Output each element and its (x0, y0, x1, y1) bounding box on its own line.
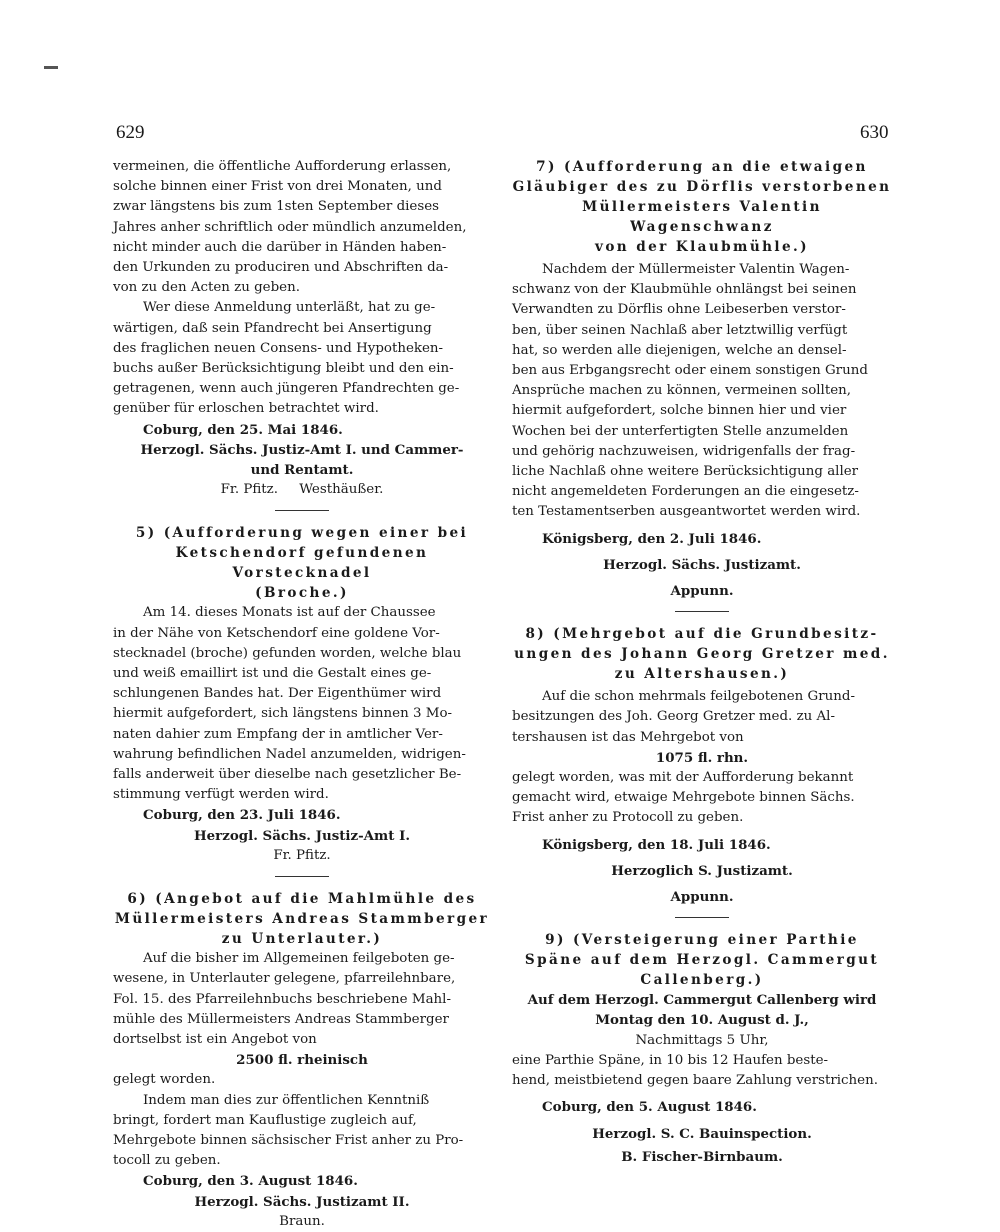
notice-heading: Müllermeisters Andreas Stammberger (114, 911, 490, 928)
page-number-right: 630 (860, 122, 889, 143)
auction-date: Montag den 10. August d. J., (595, 1012, 809, 1029)
section-divider (675, 917, 729, 918)
signature-date: Königsberg, den 18. Juli 1846. (542, 836, 771, 853)
section-divider (275, 510, 329, 511)
notice-heading: 6) (Angebot auf die Mahlmühle des (127, 891, 477, 908)
signature-officer: Appunn. (670, 583, 734, 600)
notice-8 (512, 624, 892, 907)
text-line: eine Parthie Späne, in 10 bis 12 Haufen beste- (512, 1052, 829, 1068)
signature-office: Herzogl. Sächs. Justizamt II. (194, 1193, 410, 1210)
text-line: Am 14. dieses Monats ist auf der Chaussee (143, 605, 436, 621)
notice-heading: 9) (Versteigerung einer Parthie (545, 932, 859, 949)
text-line: Fol. 15. des Pfarreilehnbuchs beschriebene Mahl- (113, 991, 451, 1007)
notice-heading: Späne auf dem Herzogl. Cammergut (524, 952, 880, 969)
signature-date: Coburg, den 3. August 1846. (143, 1173, 358, 1190)
text-line: Verwandten zu Dörflis ohne Leibeserben verstor- (512, 302, 846, 318)
left-column (113, 157, 491, 1232)
signature-office: Herzoglich S. Justizamt. (611, 862, 793, 879)
text-line: vermeinen, die öffentliche Aufforderung erlassen, (113, 159, 452, 174)
text-line: wärtigen, daß sein Pfandrecht bei Ansertigung (113, 320, 432, 336)
text-line: wesene, in Unterlauter gelegene, pfarreilehnbare, (113, 971, 456, 987)
text-line: Nachdem der Müllermeister Valentin Wagen- (542, 262, 850, 277)
text-line: falls anderweit über dieselbe nach gesetzlicher Be- (113, 767, 462, 783)
text-line: mühle des Müllermeisters Andreas Stammberger (113, 1011, 449, 1027)
text-line: Mehrgebote binnen sächsischer Frist anher zu Pro- (113, 1132, 464, 1148)
notice-heading: Gläubiger des zu Dörflis verstorbenen (512, 179, 892, 195)
text-line: schlungenen Bandes hat. Der Eigenthümer wird (113, 686, 442, 702)
offer-amount: 2500 fl. rheinisch (236, 1052, 368, 1069)
auction-time: Nachmittags 5 Uhr, (635, 1032, 769, 1048)
warning-paragraph (113, 298, 491, 419)
signature-date: Königsberg, den 2. Juli 1846. (542, 530, 762, 547)
text-line: hiermit aufgefordert, sich längstens binnen 3 Mo- (113, 706, 453, 722)
auction-line: Auf dem Herzogl. Cammergut Callenberg wird (527, 992, 877, 1009)
text-line: und weiß emaillirt ist und die Gestalt eines ge- (113, 666, 432, 682)
notice-heading: Ketschendorf gefundenen Vorstecknadel (175, 545, 429, 582)
text-line: besitzungen des Joh. Georg Gretzer med. zu Al- (512, 709, 835, 725)
text-line: in der Nähe von Ketschendorf eine goldene Vor- (113, 625, 440, 641)
signature-date: Coburg, den 25. Mai 1846. (143, 421, 343, 438)
text-line: Auf die schon mehrmals feilgebotenen Grund- (542, 689, 855, 705)
notice-heading: 8) (Mehrgebot auf die Grundbesitz- (525, 626, 879, 643)
text-line: genüber für erloschen betrachtet wird. (113, 401, 379, 417)
text-line: getragenen, wenn auch jüngeren Pfandrechten ge- (113, 381, 460, 397)
signature-office: Herzogl. Sächs. Justiz-Amt I. (193, 827, 410, 844)
text-line: Indem man dies zur öffentlichen Kenntniß (143, 1092, 430, 1108)
notice-heading: 7) (Aufforderung an die etwaigen (536, 159, 868, 175)
text-line: naten dahier zum Empfang der in amtlicher Ver- (113, 726, 443, 742)
text-line: zwar längstens bis zum 1sten September dieses (113, 199, 440, 215)
signature-office: und Rentamt. (250, 462, 354, 479)
notice-heading: ungen des Johann Georg Gretzer med. (514, 646, 890, 663)
notice-heading: Müllermeisters Valentin Wagenschwanz (582, 199, 822, 235)
signature-date: Coburg, den 5. August 1846. (542, 1099, 757, 1116)
text-line: des fraglichen neuen Consens- und Hypotheken- (113, 340, 444, 356)
signature-officer: Braun. (279, 1213, 325, 1229)
text-line: von zu den Acten zu geben. (113, 280, 300, 296)
signature-officer: B. Fischer-Birnbaum. (621, 1148, 783, 1165)
signature-office: Herzogl. Sächs. Justiz-Amt I. und Cammer- (140, 441, 464, 458)
text-line: liche Nachlaß ohne weitere Berücksichtigung aller (512, 464, 859, 480)
text-line: solche binnen einer Frist von drei Monaten, und (113, 179, 442, 195)
text-line: ben aus Erbgangsrecht oder einem sonstigen Grund (512, 363, 868, 379)
notice-6 (113, 889, 491, 1232)
text-line: den Urkunden zu produciren und Abschriften da- (113, 260, 449, 276)
text-line: Jahres anher schriftlich oder mündlich anzumelden, (113, 219, 467, 235)
text-line: stimmung verfügt werden wird. (113, 787, 329, 803)
notice-9 (512, 930, 892, 1167)
offer-amount: 1075 fl. rhn. (655, 749, 749, 766)
notice-5 (113, 523, 491, 866)
page-number-left: 629 (116, 122, 145, 143)
scan-mark (44, 66, 58, 69)
notice-heading: zu Altershausen.) (614, 666, 790, 683)
notice-heading: (Broche.) (255, 585, 349, 602)
signature-officer: Fr. Pfitz. (273, 847, 331, 863)
text-line: Auf die bisher im Allgemeinen feilgeboten ge- (143, 951, 455, 967)
notice-heading: 5) (Aufforderung wegen einer bei (135, 525, 469, 542)
text-line: wahrung befindlichen Nadel anzumelden, widrigen- (113, 746, 466, 762)
section-divider (675, 611, 729, 612)
section-divider (275, 876, 329, 877)
right-column (512, 157, 892, 1167)
text-line: hat, so werden alle diejenigen, welche an densel- (512, 342, 847, 358)
text-line: dortselbst ist ein Angebot von (113, 1031, 317, 1047)
text-line: bringt, fordert man Kauflustige zugleich auf, (113, 1112, 417, 1128)
text-line: tocoll zu geben. (113, 1153, 221, 1169)
text-line: stecknadel (broche) gefunden worden, welche blau (113, 645, 462, 661)
notice-heading: Callenberg.) (640, 972, 764, 989)
notice-heading: zu Unterlauter.) (221, 931, 383, 948)
text-line: buchs außer Berücksichtigung bleibt und den ein- (113, 361, 454, 377)
text-line: Wochen bei der unterfertigten Stelle anzumelden (512, 423, 849, 439)
text-line: gelegt worden. (113, 1072, 216, 1088)
notice-heading: von der Klaubmühle.) (595, 239, 809, 255)
signature-officers: Fr. Pfitz. Westhäußer. (220, 482, 384, 498)
text-line: nicht angemeldeten Forderungen an die eingesetz- (512, 484, 859, 500)
text-line: ben, über seinen Nachlaß aber letztwillig verfügt (512, 322, 848, 338)
text-line: schwanz von der Klaubmühle ohnlängst bei seinen (512, 282, 857, 298)
text-line: gelegt worden, was mit der Aufforderung bekannt (512, 770, 854, 786)
text-line: und gehörig nachzuweisen, widrigenfalls der frag- (512, 443, 856, 459)
signature-office: Herzogl. Sächs. Justizamt. (603, 556, 801, 573)
text-line: gemacht wird, etwaige Mehrgebote binnen Sächs. (512, 790, 855, 806)
text-line: hend, meistbietend gegen baare Zahlung verstrichen. (512, 1073, 878, 1089)
signature-office: Herzogl. S. C. Bauinspection. (592, 1125, 812, 1142)
signature-officer: Appunn. (670, 889, 734, 906)
text-line: Ansprüche machen zu können, vermeinen sollten, (512, 383, 852, 399)
notice-7 (512, 157, 892, 601)
text-line: Frist anher zu Protocoll zu geben. (512, 810, 744, 826)
continued-paragraph (113, 157, 491, 298)
text-line: hiermit aufgefordert, solche binnen hier und vier (512, 403, 847, 419)
text-line: tershausen ist das Mehrgebot von (512, 729, 744, 745)
signature-date: Coburg, den 23. Juli 1846. (143, 807, 341, 824)
text-line: Wer diese Anmeldung unterläßt, hat zu ge- (143, 300, 436, 316)
text-line: ten Testamentserben ausgeantwortet werden wird. (512, 504, 861, 520)
text-line: nicht minder auch die darüber in Händen haben- (113, 239, 447, 255)
